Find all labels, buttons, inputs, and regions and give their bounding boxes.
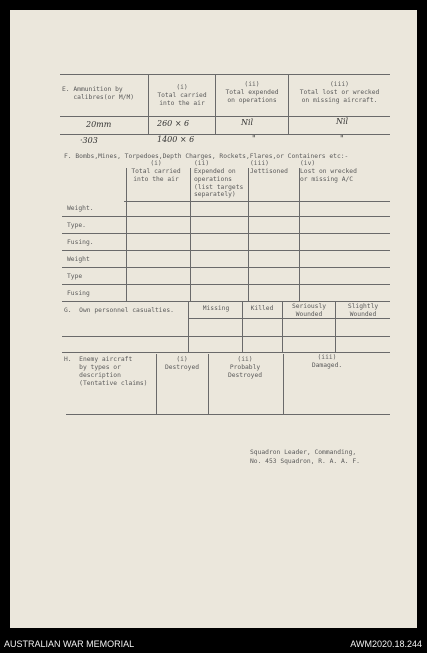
section-e-calibre-cell: ·303 [80,136,98,145]
rule [60,74,390,75]
rule [156,354,157,414]
section-e-lost-cell: " [340,134,344,143]
signature-title: Squadron Leader, Commanding, [250,449,357,456]
section-f-row-label: Weight [67,256,90,263]
section-f-row-label: Type [67,273,83,280]
section-f-row-label: Fusing [67,290,90,297]
rule [62,284,390,285]
section-g-col-killed: Killed [250,305,274,312]
rule [283,354,284,414]
section-e-expended-cell: Nil [241,118,254,127]
footer-institution: AUSTRALIAN WAR MEMORIAL [4,639,135,649]
rule [208,354,209,414]
footer-accession-number: AWM2020.18.244 [350,639,422,649]
section-f-heading: F. Bombs,Mines, Torpedoes,Depth Charges, Rockets,Flares,or Containers etc:- [64,153,349,160]
rule [62,233,390,234]
rule [62,352,390,353]
section-f-col-jettisoned: (iii) Jettisoned [250,160,288,175]
rule [282,302,283,352]
rule [190,168,191,302]
section-e-lost-cell: Nil [336,117,349,126]
rule [188,302,189,352]
rule [299,168,300,302]
section-f-col-expended: (ii) Expended on operations (list targets separately) [194,160,244,199]
section-g-col-slightly-wounded: Slightly Wounded [347,303,379,318]
rule [242,302,243,352]
section-e-col-carried: (i) Total carried into the air [157,84,207,107]
section-h-col-probably-destroyed: (ii) Probably Destroyed [227,356,263,379]
rule [62,216,390,217]
rule [62,267,390,268]
section-f-col-carried: (i) Total carried into the air [131,160,181,183]
section-h-col-damaged: (iii) Damaged. [311,354,343,369]
rule [66,414,390,415]
section-h-col-destroyed: (i) Destroyed [164,356,200,371]
section-g-col-seriously-wounded: Seriously Wounded [291,303,327,318]
section-e-carried-cell: 1400 × 6 [157,135,195,144]
section-e-carried-cell: 260 × 6 [157,119,190,128]
section-f-row-label: Type. [67,222,86,229]
rule [148,74,149,134]
section-e-label: E. Ammunition by calibres(or M/M) [62,86,135,101]
rule [62,250,390,251]
section-e-expended-cell: " [252,134,256,143]
rule [335,302,336,352]
section-h-label: H. Enemy aircraft by types or description (Tentative claims) [64,356,148,387]
rule [124,201,390,202]
section-e-calibre-cell: 20mm [86,120,112,129]
rule [188,318,390,319]
section-g-col-missing: Missing [202,305,230,312]
rule [62,301,390,302]
signature-unit: No. 453 Squadron, R. A. A. F. [250,458,360,465]
rule [126,168,127,302]
section-e-col-lost: (iii) Total lost or wrecked on missing aircraft. [299,81,380,104]
rule [248,168,249,302]
section-f-col-lost: (iv) Lost on wrecked or missing A/C [300,160,357,183]
rule [62,336,390,337]
section-e-col-expended: (ii) Total expended on operations [225,81,279,104]
section-f-row-label: Weight. [67,205,94,212]
section-g-label: G. Own personnel casualties. [64,307,174,314]
section-f-row-label: Fusing. [67,239,94,246]
